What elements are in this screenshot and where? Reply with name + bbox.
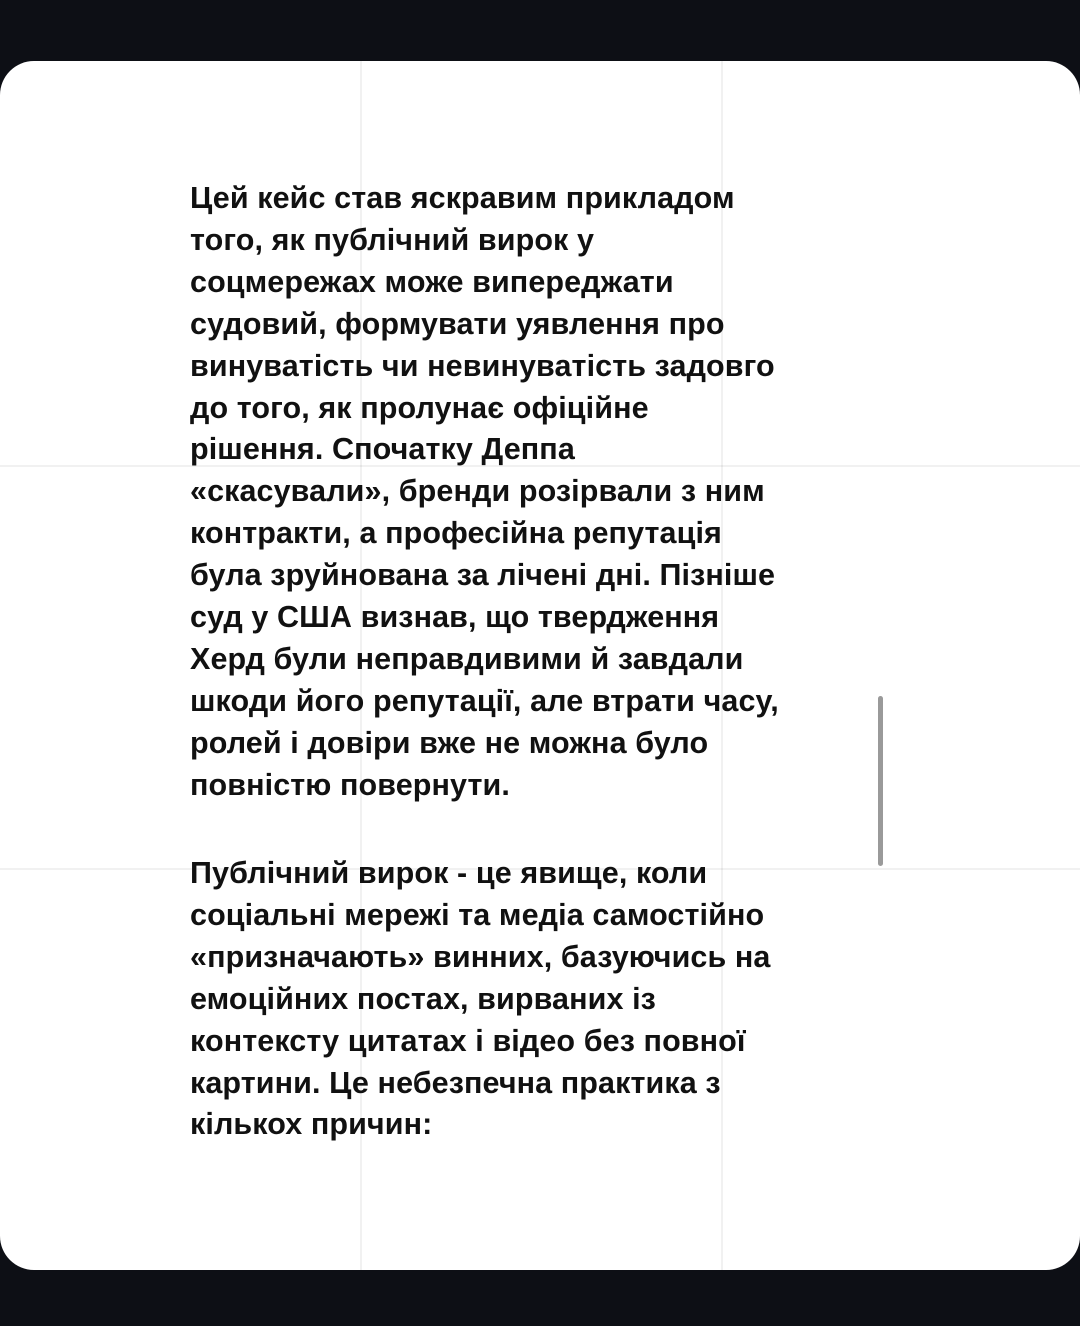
text-line: Херд були неправдивими й завдали <box>190 641 744 676</box>
text-line: повністю повернути. <box>190 767 510 802</box>
text-line: рішення. Спочатку Деппа <box>190 432 575 467</box>
post-paragraph-1 <box>190 178 880 807</box>
text-line: соціальні мережі та медіа самостійно <box>190 897 765 932</box>
post-paragraph-2 <box>190 853 880 1146</box>
text-line: того, як публічний вирок у <box>190 222 595 257</box>
text-line: винуватість чи невинуватість задовго <box>190 348 775 383</box>
text-line: була зруйнована за лічені дні. Пізніше <box>190 558 776 593</box>
text-line: до того, як пролунає офіційне <box>190 390 649 425</box>
text-line: шкоди його репутації, але втрати часу, <box>190 683 779 718</box>
text-line: «призначають» винних, базуючись на <box>190 939 771 974</box>
text-line: соцмережах може випереджати <box>190 264 674 299</box>
post-card <box>0 61 1080 1270</box>
text-line: кількох причин: <box>190 1107 433 1142</box>
text-line: контексту цитатах і відео без повної <box>190 1023 746 1058</box>
scroll-indicator[interactable] <box>878 696 883 866</box>
text-line: емоційних постах, вирваних із <box>190 981 656 1016</box>
text-line: суд у США визнав, що твердження <box>190 600 720 635</box>
text-line: судовий, формувати уявлення про <box>190 306 725 341</box>
text-line: «скасували», бренди розірвали з ним <box>190 474 765 509</box>
text-line: Цей кейс став яскравим прикладом <box>190 181 735 215</box>
text-line: картини. Це небезпечна практика з <box>190 1065 721 1100</box>
text-line: Публічний вирок - це явище, коли <box>190 856 708 890</box>
text-line: контракти, а професійна репутація <box>190 516 722 551</box>
text-line: ролей і довіри вже не можна було <box>190 725 709 760</box>
